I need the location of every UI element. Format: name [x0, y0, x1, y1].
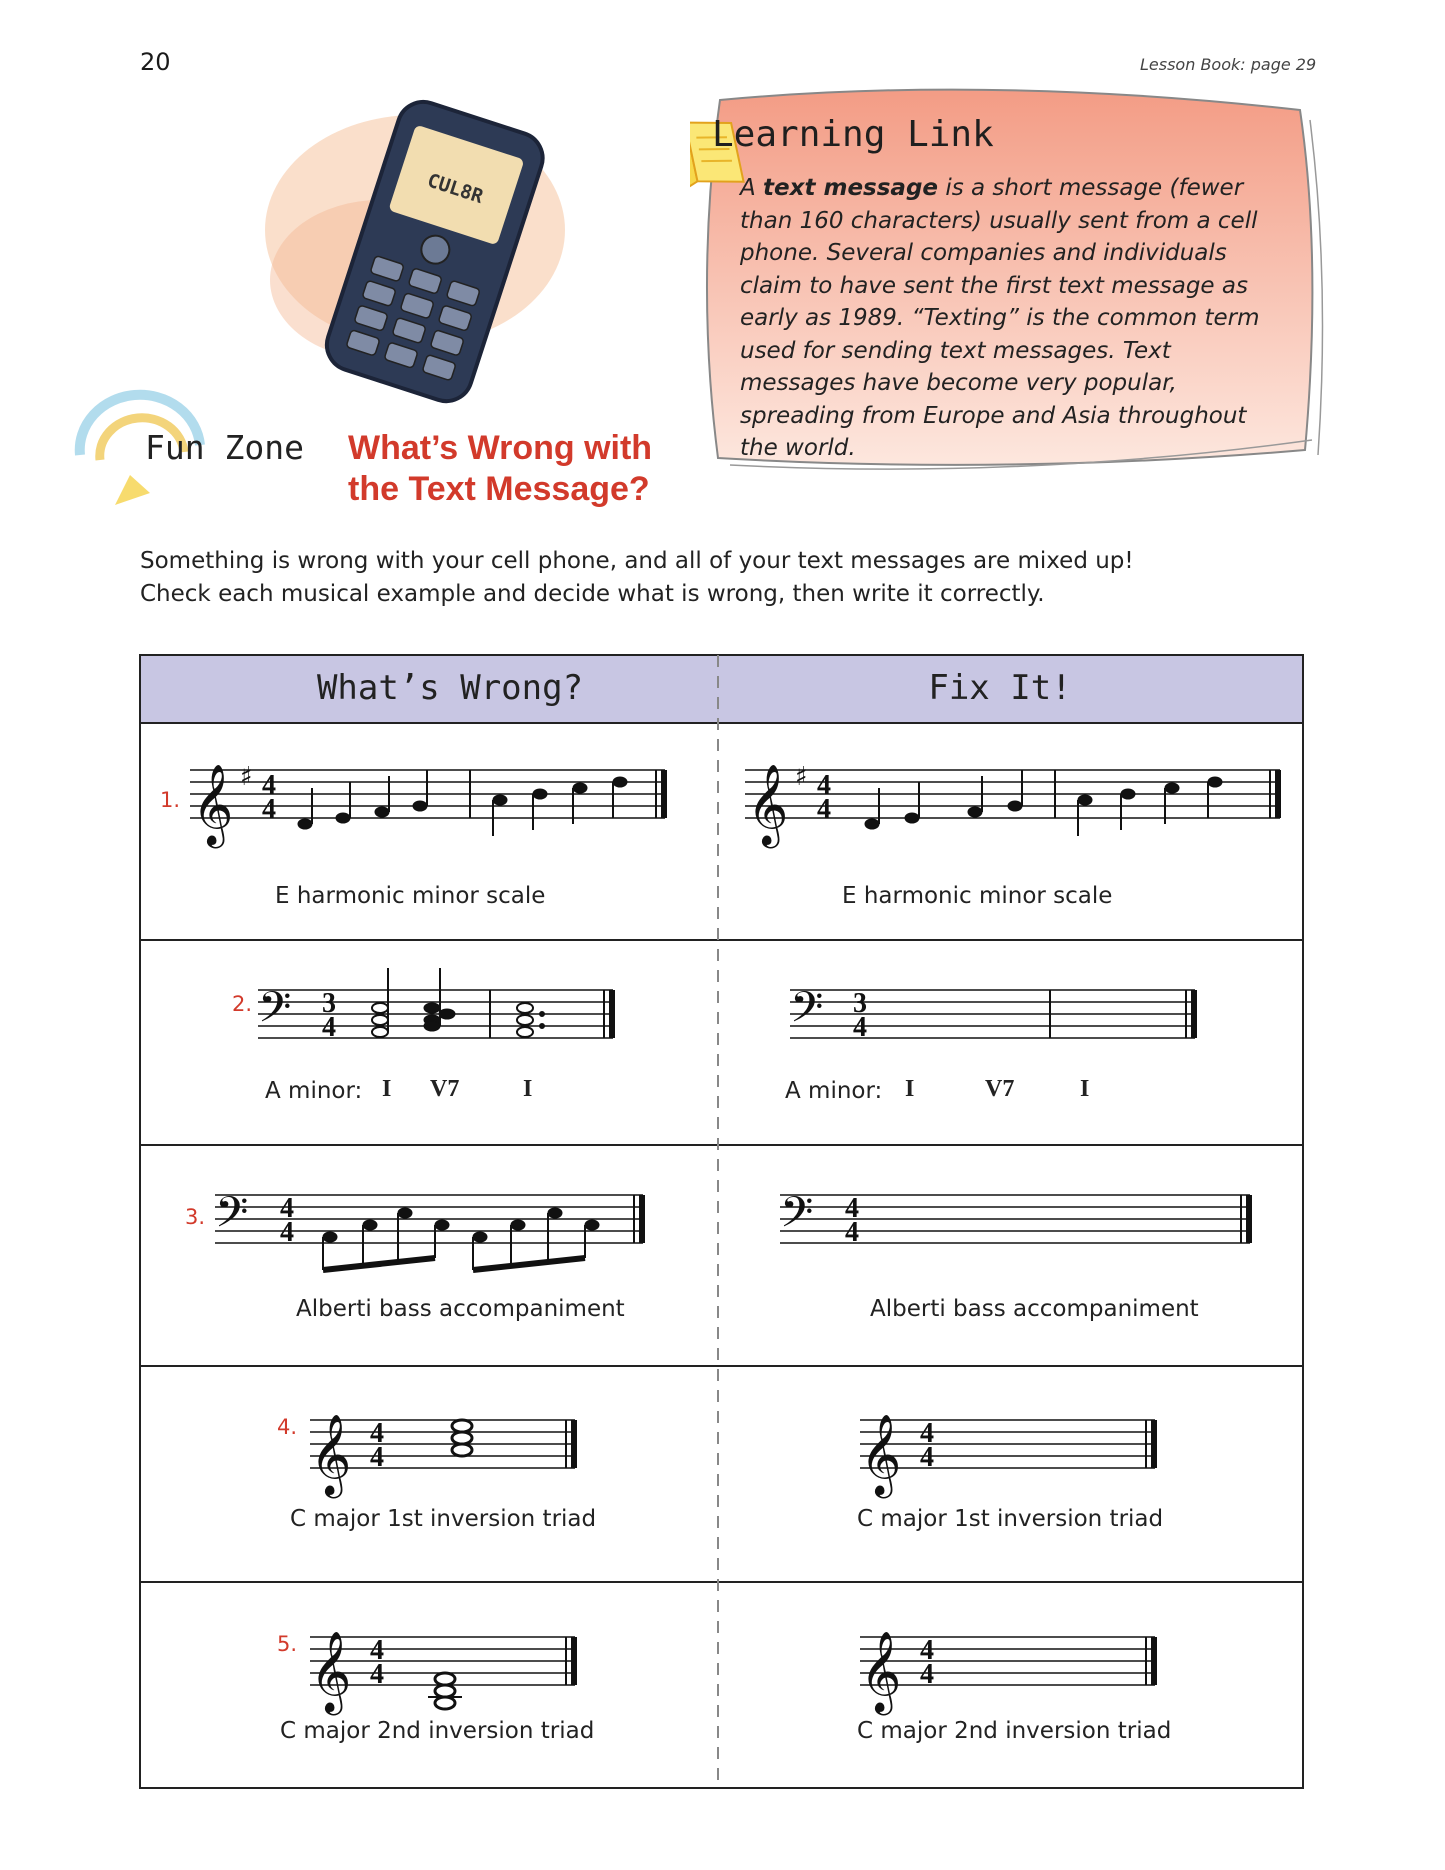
svg-text:4: 4	[370, 1635, 384, 1666]
table-border	[140, 655, 1303, 1788]
learning-link-term: text message	[763, 175, 939, 201]
bass-clef-icon: 𝄢	[790, 983, 824, 1043]
row-number: 4.	[277, 1415, 298, 1439]
chord-symbol: I	[523, 1076, 533, 1102]
svg-text:4: 4	[817, 770, 831, 801]
svg-text:4: 4	[920, 1659, 934, 1690]
svg-text:4: 4	[280, 1217, 294, 1248]
staff-row-1-right	[745, 762, 1280, 848]
svg-text:3: 3	[853, 988, 867, 1019]
instructions-paragraph: Something is wrong with your cell phone, and all of your text messages are mixed up! Check each musical example and decide what is wrong, then write it correctly.	[140, 548, 1134, 607]
svg-text:4: 4	[262, 770, 276, 801]
row-number: 5.	[277, 1632, 298, 1656]
caption-left: E harmonic minor scale	[275, 883, 546, 909]
treble-clef-icon: 𝄞	[747, 763, 789, 845]
caption-left: Alberti bass accompaniment	[296, 1296, 625, 1322]
caption-right: Alberti bass accompaniment	[870, 1296, 1199, 1322]
bass-clef-icon: 𝄢	[780, 1188, 814, 1248]
staff-row-4-right	[860, 1413, 1155, 1498]
svg-text:4: 4	[920, 1635, 934, 1666]
treble-clef-icon: 𝄞	[192, 763, 234, 845]
staff-row-1-left	[190, 762, 665, 848]
svg-text:4: 4	[920, 1442, 934, 1473]
treble-clef-icon: 𝄞	[310, 1630, 352, 1712]
sharp-icon: ♯	[795, 762, 808, 792]
learning-link-lead: A	[740, 175, 764, 201]
svg-text:4: 4	[853, 1012, 867, 1043]
page-number: 20	[140, 48, 171, 76]
key-label-left: A minor:	[265, 1078, 363, 1104]
bass-clef-icon: 𝄢	[258, 983, 292, 1043]
phone-screen-text: CUL8R	[424, 169, 486, 209]
caption-right: C major 1st inversion triad	[857, 1506, 1164, 1532]
fun-zone-label: Fun Zone	[145, 428, 304, 467]
row-number: 3.	[185, 1205, 206, 1229]
staff-row-2-left	[258, 968, 613, 1043]
caption-right: C major 2nd inversion triad	[857, 1718, 1172, 1744]
learning-link-title: Learning Link	[712, 114, 994, 155]
staff-row-4-left	[310, 1413, 575, 1498]
svg-text:4: 4	[262, 794, 276, 825]
row-number: 2.	[232, 992, 253, 1016]
chord-symbol: I	[1080, 1076, 1090, 1102]
svg-text:4: 4	[322, 1012, 336, 1043]
key-label-right: A minor:	[785, 1078, 883, 1104]
svg-text:4: 4	[920, 1418, 934, 1449]
chord-symbol: I	[905, 1076, 915, 1102]
svg-text:4: 4	[370, 1659, 384, 1690]
sharp-icon: ♯	[240, 762, 253, 792]
fun-zone-title-line-1: What’s Wrong with	[348, 429, 653, 467]
chord-symbol: I	[382, 1076, 392, 1102]
svg-text:4: 4	[370, 1418, 384, 1449]
table-header-fix-it: Fix It!	[928, 668, 1072, 708]
svg-text:4: 4	[370, 1442, 384, 1473]
learning-link-body: is a short message (fewer than 160 characters) usually sent from a cell phone. Several companies and individuals claim to have sent the first text message as early as 1989. “Texting” is the common term used for sending text messages. Text messages have become very popular, spreading from Europe and Asia throughout the world.	[740, 175, 1260, 461]
treble-clef-icon: 𝄞	[860, 1630, 902, 1712]
bass-clef-icon: 𝄢	[215, 1188, 249, 1248]
staff-row-5-right	[860, 1630, 1155, 1715]
staff-row-5-left	[310, 1630, 575, 1715]
treble-clef-icon: 𝄞	[310, 1413, 352, 1495]
svg-text:4: 4	[845, 1193, 859, 1224]
fun-zone-title-line-2: the Text Message?	[348, 470, 650, 508]
table-header-whats-wrong: What’s Wrong?	[316, 668, 584, 708]
svg-text:4: 4	[845, 1217, 859, 1248]
caption-right: E harmonic minor scale	[842, 883, 1113, 909]
caption-left: C major 2nd inversion triad	[280, 1718, 595, 1744]
staff-row-2-right	[790, 983, 1195, 1043]
caption-left: C major 1st inversion triad	[290, 1506, 597, 1532]
svg-text:4: 4	[817, 794, 831, 825]
chord-symbol: V7	[430, 1076, 460, 1102]
staff-row-3-left	[215, 1188, 643, 1270]
svg-text:4: 4	[280, 1193, 294, 1224]
treble-clef-icon: 𝄞	[860, 1413, 902, 1495]
staff-row-3-right	[780, 1188, 1250, 1248]
row-number: 1.	[160, 788, 181, 812]
lesson-book-reference: Lesson Book: page 29	[1140, 55, 1317, 74]
svg-text:3: 3	[322, 988, 336, 1019]
chord-symbol: V7	[985, 1076, 1015, 1102]
